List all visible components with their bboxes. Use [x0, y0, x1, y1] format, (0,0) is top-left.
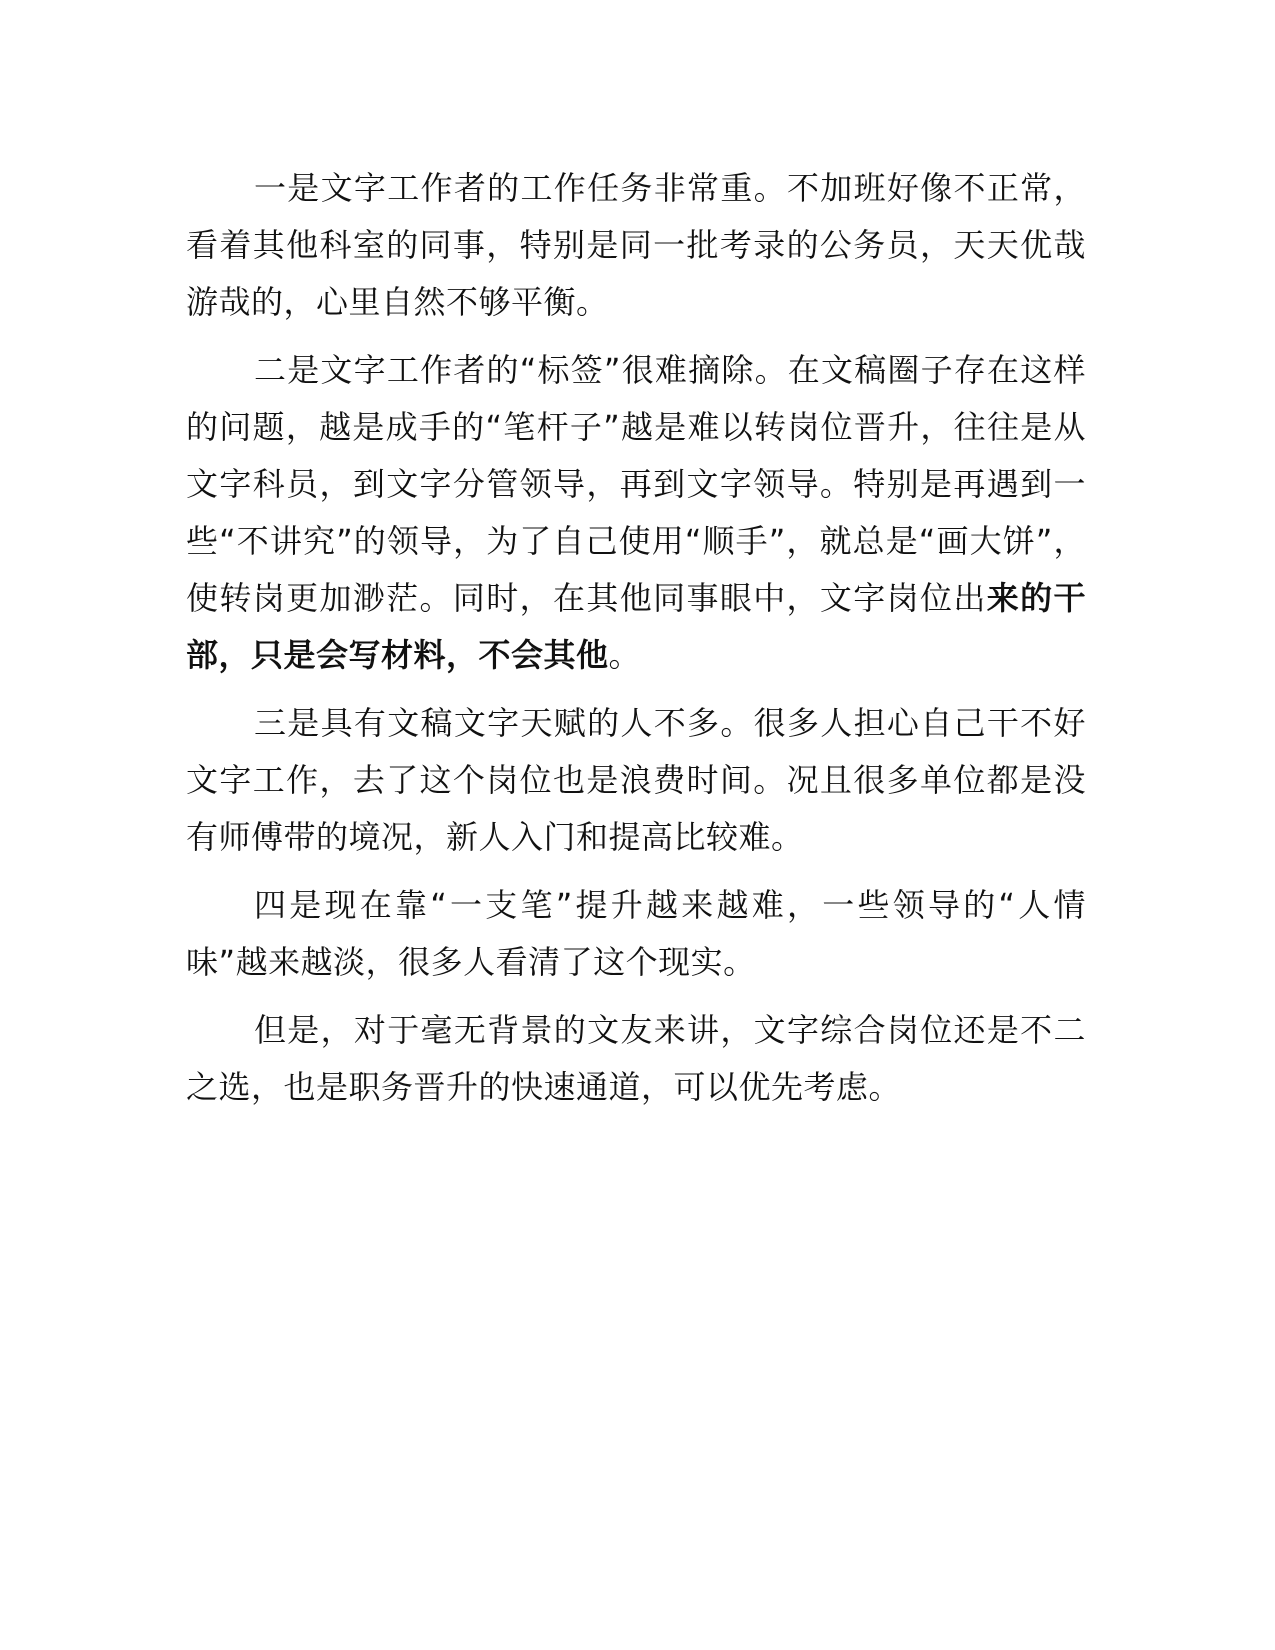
paragraph-2-text: 二是文字工作者的“标签”很难摘除。在文稿圈子存在这样的问题，越是成手的“笔杆子”越是难以转岗位晋升，往往是从文字科员，到文字分管领导，再到文字领导。特别是再遇到一些“不讲究”的领导，为了自己使用“顺手”，就总是“画大饼”，使转岗更加渺茫。同时，在其他同事眼中，文字岗位出 [186, 351, 1086, 617]
document-body [186, 160, 1086, 1127]
paragraph-1: 一是文字工作者的工作任务非常重。不加班好像不正常，看着其他科室的同事，特别是同一批考录的公务员，天天优哉游哉的，心里自然不够平衡。 [186, 169, 1086, 321]
paragraph-2-bold-text: 来的干部，只是会写材料，不会其他 [186, 579, 1086, 674]
paragraph-4: 四是现在靠“一支笔”提升越来越难，一些领导的“人情味”越来越淡，很多人看清了这个现实。 [186, 886, 1086, 981]
paragraph-3: 三是具有文稿文字天赋的人不多。很多人担心自己干不好文字工作，去了这个岗位也是浪费时间。况且很多单位都是没有师傅带的境况，新人入门和提高比较难。 [186, 704, 1086, 856]
paragraph-5: 但是，对于毫无背景的文友来讲，文字综合岗位还是不二之选，也是职务晋升的快速通道，可以优先考虑。 [186, 1011, 1086, 1106]
paragraph-2 [186, 342, 1086, 684]
paragraph-2-end: 。 [608, 636, 642, 674]
